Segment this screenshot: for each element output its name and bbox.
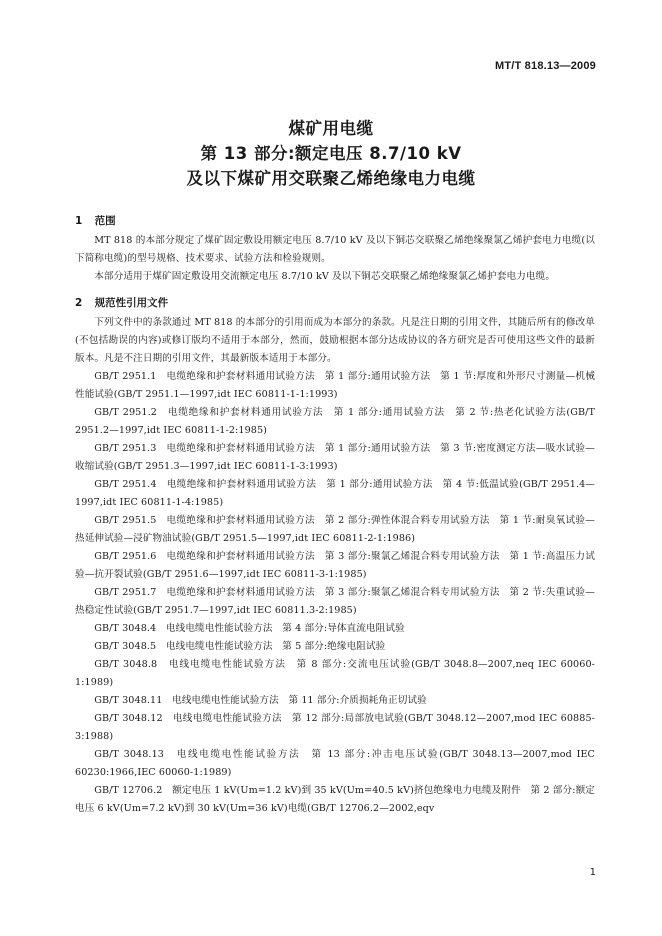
section-heading-normative-references — [75, 292, 595, 314]
reference-item: GB/T 3048.12 电线电缆电性能试验方法 第 12 部分:局部放电试验(GB/T 3048.12—2007,mod IEC 60885-3:1988) — [75, 713, 595, 742]
paragraph: MT 818 的本部分规定了煤矿固定敷设用额定电压 8.7/10 kV 及以下铜芯交联聚乙烯绝缘聚氯乙烯护套电力电缆(以下简称电缆)的型号规格、技术要求、试验方法和检验规则。 — [75, 235, 595, 264]
reference-item: GB/T 3048.11 电线电缆电性能试验方法 第 11 部分:介质损耗角正切试验 — [94, 695, 427, 706]
reference-item: GB/T 2951.4 电缆绝缘和护套材料通用试验方法 第 1 部分:通用试验方法 第 4 节:低温试验(GB/T 2951.4—1997,idt IEC 60811-1-4:1985) — [75, 479, 595, 508]
title-line-3: 及以下煤矿用交联聚乙烯绝缘电力电缆 — [186, 169, 476, 188]
section-title-text: 规范性引用文件 — [94, 297, 169, 309]
reference-item: GB/T 3048.13 电线电缆电性能试验方法 第 13 部分:冲击电压试验(GB/T 3048.13—2007,mod IEC 60230:1966,IEC 60060-1:1989) — [75, 749, 595, 778]
section-title-text: 范围 — [94, 215, 116, 227]
reference-item: GB/T 2951.7 电缆绝缘和护套材料通用试验方法 第 3 部分:聚氯乙烯混合料专用试验方法 第 2 节:失重试验—热稳定性试验(GB/T 2951.7—1997,idt IEC 60811.3-2:1985) — [75, 587, 595, 616]
reference-item: GB/T 12706.2 额定电压 1 kV(Um=1.2 kV)到 35 kV(Um=40.5 kV)挤包绝缘电力电缆及附件 第 2 部分:额定电压 6 kV(Um=7.2 kV)到 30 kV(Um=36 kV)电缆(GB/T 12706.2—2002,eqv — [75, 785, 595, 814]
reference-item: GB/T 2951.6 电缆绝缘和护套材料通用试验方法 第 3 部分:聚氯乙烯混合料专用试验方法 第 1 节:高温压力试验—抗开裂试验(GB/T 2951.6—1997,idt IEC 60811-3-1:1985) — [75, 551, 595, 580]
standard-code: MT/T 818.13—2009 — [494, 60, 596, 72]
paragraph: 下列文件中的条款通过 MT 818 的本部分的引用而成为本部分的条款。凡是注日期的引用文件，其随后所有的修改单(不包括勘误的内容)或修订版均不适用于本部分，然而，鼓励根据本部分达成协议的各方研究是否可使用这些文件的最新版本。凡是不注日期的引用文件，其最新版本适用于本部分。 — [75, 317, 595, 364]
reference-item: GB/T 2951.3 电缆绝缘和护套材料通用试验方法 第 1 部分:通用试验方法 第 3 节:密度测定方法—吸水试验—收缩试验(GB/T 2951.3—1997,idt IEC 60811-1-3:1993) — [75, 443, 595, 472]
reference-item: GB/T 3048.5 电线电缆电性能试验方法 第 5 部分:绝缘电阻试验 — [94, 641, 386, 652]
paragraph: 本部分适用于煤矿固定敷设用交流额定电压 8.7/10 kV 及以下铜芯交联聚乙烯绝缘聚氯乙烯护套电力电缆。 — [94, 271, 556, 282]
title-line-2: 第 13 部分:额定电压 8.7/10 kV — [200, 144, 462, 163]
title-line-1: 煤矿用电缆 — [288, 119, 374, 138]
section-number: 1 — [75, 215, 83, 227]
page-number: 1 — [589, 867, 596, 878]
section-number: 2 — [75, 297, 83, 309]
reference-item: GB/T 3048.4 电线电缆电性能试验方法 第 4 部分:导体直流电阻试验 — [94, 623, 405, 634]
reference-item: GB/T 2951.5 电缆绝缘和护套材料通用试验方法 第 2 部分:弹性体混合料专用试验方法 第 1 节:耐臭氧试验—热延伸试验—浸矿物油试验(GB/T 2951.5—1997,idt IEC 60811-2-1:1986) — [75, 515, 595, 544]
section-heading-scope — [75, 210, 595, 232]
document-title — [0, 116, 662, 191]
reference-item: GB/T 2951.1 电缆绝缘和护套材料通用试验方法 第 1 部分:通用试验方法 第 1 节:厚度和外形尺寸测量—机械性能试验(GB/T 2951.1—1997,idt IEC 60811-1-1:1993) — [75, 371, 595, 400]
reference-item: GB/T 3048.8 电线电缆电性能试验方法 第 8 部分:交流电压试验(GB/T 3048.8—2007,neq IEC 60060-1:1989) — [75, 659, 595, 688]
reference-item: GB/T 2951.2 电缆绝缘和护套材料通用试验方法 第 1 部分:通用试验方法 第 2 节:热老化试验方法(GB/T 2951.2—1997,idt IEC 60811-1-2:1985) — [75, 407, 595, 436]
document-body — [75, 210, 595, 818]
